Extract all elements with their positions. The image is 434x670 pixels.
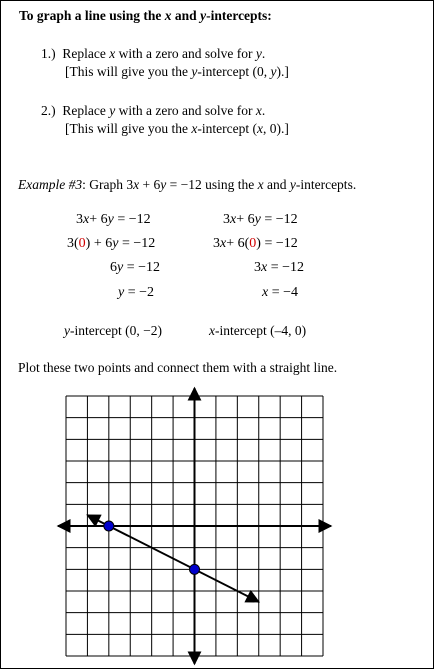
step-1-var-a: x	[109, 46, 116, 61]
step-1-note-b: -intercept (0,	[197, 64, 271, 79]
intercept-var: y	[64, 323, 70, 338]
eq-var: x	[220, 236, 227, 251]
step-2-number: 2.)	[41, 103, 56, 118]
eq-var: x	[262, 285, 269, 300]
step-1-note-var: y	[191, 64, 198, 79]
eq-part: 6	[110, 260, 117, 275]
eq-zero-substitution: 0	[249, 236, 257, 251]
step-1-text-b: with a zero and solve for	[115, 46, 256, 61]
title-var-x: x	[164, 8, 172, 23]
title-and: and	[171, 8, 201, 23]
step-2-note-var2: x	[256, 121, 263, 136]
example-text-b: + 6	[139, 177, 161, 192]
example-var-y: y	[160, 177, 167, 192]
step-1-text-c: .	[261, 46, 266, 61]
step-1-var-b: y	[255, 46, 262, 61]
intercept-text: -intercept (–4, 0)	[215, 323, 307, 338]
eq-var: y	[118, 285, 125, 300]
eq-part: = −12	[260, 212, 298, 227]
example-var-y2: y	[289, 177, 296, 192]
step-1-note-var2: y	[270, 64, 277, 79]
step-2-text-c: .	[261, 103, 266, 118]
eq-part: 3	[254, 260, 261, 275]
eq-part: = −12	[118, 236, 156, 251]
example-var-x: x	[133, 177, 140, 192]
eq-part: 3(	[67, 236, 79, 251]
eq-part: = −12	[267, 260, 305, 275]
title-text: To graph a line using the	[19, 8, 165, 23]
intercept-point-1	[104, 521, 114, 531]
step-1-note-a: [This will give you the	[65, 64, 192, 79]
eq-zero-substitution: 0	[78, 236, 86, 251]
eq-var: x	[261, 260, 268, 275]
example-text-e: -intercepts.	[295, 177, 357, 192]
eq-var: x	[230, 212, 237, 227]
eq-var: y	[254, 212, 261, 227]
example-var-x2: x	[257, 177, 264, 192]
step-1-number: 1.)	[41, 46, 56, 61]
eq-part: 3	[223, 212, 230, 227]
step-2-var-a: y	[109, 103, 116, 118]
eq-var: y	[112, 236, 119, 251]
intercept-var: x	[209, 323, 215, 338]
eq-part: ) = −12	[256, 236, 298, 251]
example-text-c: = −12 using the	[166, 177, 258, 192]
eq-var: y	[117, 260, 124, 275]
eq-var: y	[107, 212, 114, 227]
eq-part: = −4	[268, 285, 299, 300]
eq-part: = −2	[124, 285, 155, 300]
title-var-y: y	[200, 8, 207, 23]
coordinate-graph	[1, 1, 434, 670]
example-text-d: and	[263, 177, 290, 192]
title-end: -intercepts:	[206, 8, 272, 23]
eq-part: 3	[213, 236, 220, 251]
eq-part: = −12	[123, 260, 161, 275]
eq-part: 3	[76, 212, 83, 227]
example-text-a: : Graph 3	[82, 177, 134, 192]
step-1-note-c: ).]	[276, 64, 289, 79]
example-label: Example #3	[18, 177, 83, 192]
step-1-text-a: Replace	[62, 46, 110, 61]
eq-part: + 6(	[226, 236, 250, 251]
eq-part: + 6	[89, 212, 108, 227]
step-2-note-c: , 0).]	[262, 121, 289, 136]
step-2-text-b: with a zero and solve for	[115, 103, 256, 118]
step-2-note-b: -intercept (	[197, 121, 257, 136]
eq-part: = −12	[113, 212, 151, 227]
step-2-var-b: x	[255, 103, 262, 118]
intercept-text: -intercept (0, −2)	[70, 323, 162, 338]
instruction-text: Plot these two points and connect them with a straight line.	[18, 360, 338, 375]
step-2-text-a: Replace	[62, 103, 110, 118]
step-2-note-var: x	[191, 121, 198, 136]
step-2-note-a: [This will give you the	[65, 121, 192, 136]
eq-part: ) + 6	[85, 236, 113, 251]
eq-part: + 6	[236, 212, 255, 227]
eq-var: x	[83, 212, 90, 227]
intercept-point-2	[190, 564, 200, 574]
